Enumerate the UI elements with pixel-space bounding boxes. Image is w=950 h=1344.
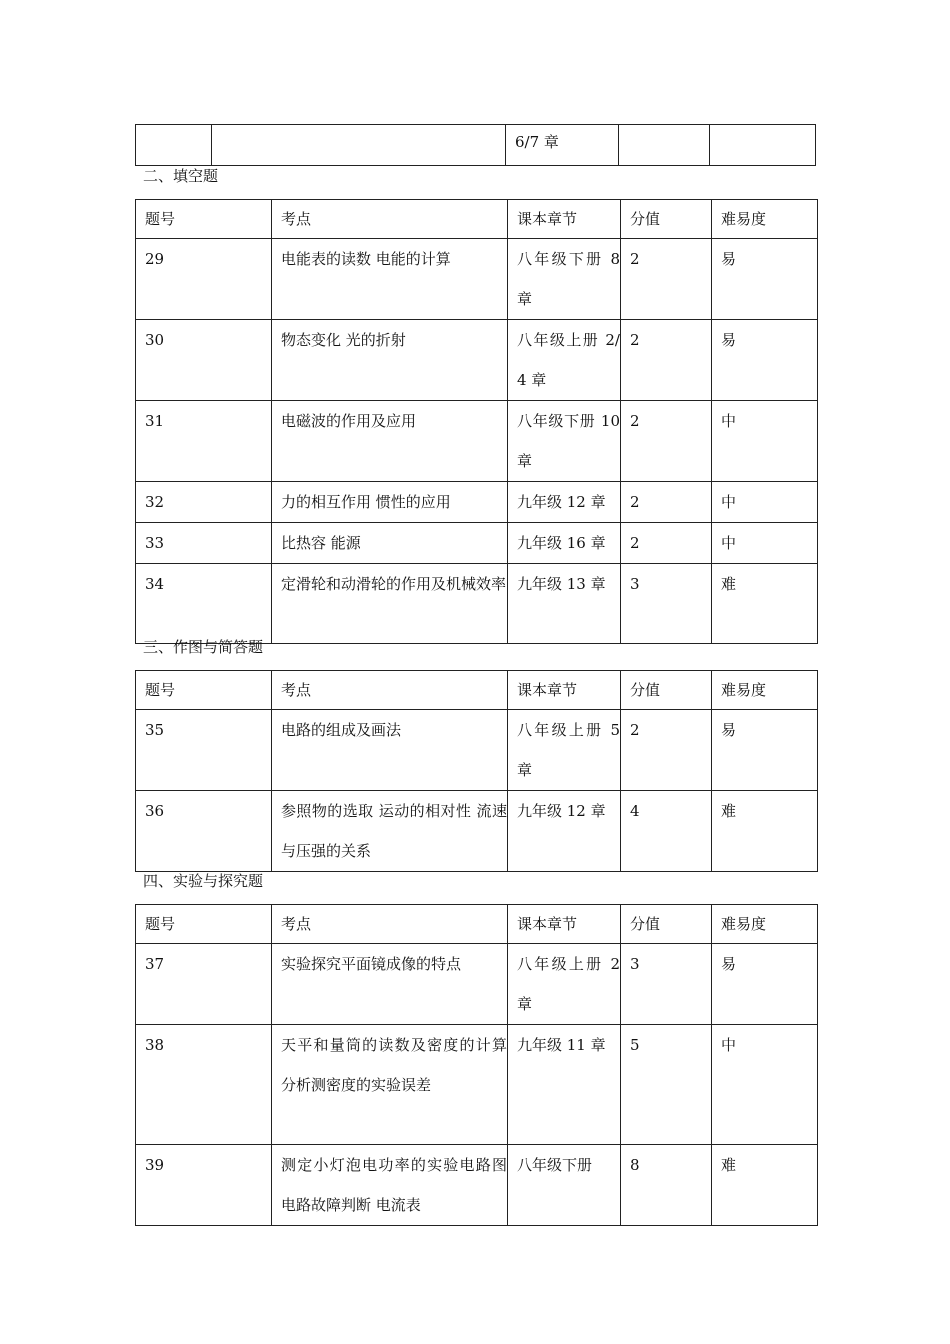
- header-difficulty: 难易度: [712, 905, 818, 944]
- cell-number: 39: [136, 1145, 272, 1226]
- header-chapter: 课本章节: [508, 905, 621, 944]
- cell-score: 3: [621, 564, 712, 644]
- cell-score: 2: [621, 710, 712, 791]
- cell-chapter: 八年级下册 8 章: [508, 239, 621, 320]
- cell-score: 2: [621, 401, 712, 482]
- header-number: 题号: [136, 200, 272, 239]
- cell-score: 3: [621, 944, 712, 1025]
- cell-chapter: 八年级下册 10 章: [508, 401, 621, 482]
- continued-table: [135, 124, 816, 166]
- cell-topic: 电能表的读数 电能的计算: [272, 239, 508, 320]
- cell-chapter: 6/7 章: [506, 125, 619, 166]
- cell-number: 35: [136, 710, 272, 791]
- header-number: 题号: [136, 905, 272, 944]
- cell-topic: 物态变化 光的折射: [272, 320, 508, 401]
- cell-empty: [136, 125, 212, 166]
- header-difficulty: 难易度: [712, 200, 818, 239]
- cell-empty: [212, 125, 506, 166]
- cell-chapter: 九年级 16 章: [508, 523, 621, 564]
- table-header-row: [136, 671, 818, 710]
- cell-topic: 实验探究平面镜成像的特点: [272, 944, 508, 1025]
- header-number: 题号: [136, 671, 272, 710]
- cell-difficulty: 易: [712, 239, 818, 320]
- cell-difficulty: 易: [712, 320, 818, 401]
- cell-topic: 定滑轮和动滑轮的作用及机械效率: [272, 564, 508, 644]
- cell-difficulty: 中: [712, 401, 818, 482]
- table-row: [136, 944, 818, 1025]
- cell-difficulty: 难: [712, 1145, 818, 1226]
- experiment-table: [135, 904, 818, 1226]
- cell-chapter: 九年级 12 章: [508, 791, 621, 872]
- cell-chapter: 九年级 12 章: [508, 482, 621, 523]
- cell-score: 2: [621, 482, 712, 523]
- cell-chapter: 八年级上册 2 章: [508, 944, 621, 1025]
- header-topic: 考点: [272, 200, 508, 239]
- cell-score: 2: [621, 523, 712, 564]
- cell-difficulty: 难: [712, 564, 818, 644]
- cell-number: 31: [136, 401, 272, 482]
- cell-chapter: 八年级上册 2/4 章: [508, 320, 621, 401]
- cell-empty: [710, 125, 816, 166]
- cell-number: 33: [136, 523, 272, 564]
- table-row: [136, 239, 818, 320]
- table-row: [136, 320, 818, 401]
- table-row: [136, 564, 818, 644]
- fill-blank-table: [135, 199, 818, 644]
- header-score: 分值: [621, 200, 712, 239]
- cell-topic: 参照物的选取 运动的相对性 流速与压强的关系: [272, 791, 508, 872]
- cell-difficulty: 易: [712, 710, 818, 791]
- cell-topic: 力的相互作用 惯性的应用: [272, 482, 508, 523]
- cell-chapter: 八年级上册 5 章: [508, 710, 621, 791]
- section-title-fill-blank: 二、填空题: [143, 167, 219, 185]
- cell-chapter: 九年级 13 章: [508, 564, 621, 644]
- cell-difficulty: 中: [712, 523, 818, 564]
- cell-number: 29: [136, 239, 272, 320]
- cell-number: 36: [136, 791, 272, 872]
- header-topic: 考点: [272, 671, 508, 710]
- table-header-row: [136, 905, 818, 944]
- table-row: [136, 482, 818, 523]
- table-row: [136, 710, 818, 791]
- cell-number: 30: [136, 320, 272, 401]
- header-score: 分值: [621, 905, 712, 944]
- cell-empty: [619, 125, 710, 166]
- cell-topic: 电磁波的作用及应用: [272, 401, 508, 482]
- cell-difficulty: 易: [712, 944, 818, 1025]
- header-score: 分值: [621, 671, 712, 710]
- cell-number: 37: [136, 944, 272, 1025]
- cell-topic: 测定小灯泡电功率的实验电路图 电路故障判断 电流表: [272, 1145, 508, 1226]
- table-row: [136, 791, 818, 872]
- table-row: [136, 401, 818, 482]
- header-chapter: 课本章节: [508, 200, 621, 239]
- cell-number: 34: [136, 564, 272, 644]
- cell-difficulty: 中: [712, 1025, 818, 1145]
- header-topic: 考点: [272, 905, 508, 944]
- cell-chapter: 九年级 11 章: [508, 1025, 621, 1145]
- cell-score: 2: [621, 320, 712, 401]
- table-row: [136, 523, 818, 564]
- section-title-drawing: 三、作图与简答题: [143, 638, 264, 656]
- cell-topic: 电路的组成及画法: [272, 710, 508, 791]
- cell-number: 38: [136, 1025, 272, 1145]
- cell-score: 4: [621, 791, 712, 872]
- cell-score: 5: [621, 1025, 712, 1145]
- cell-difficulty: 难: [712, 791, 818, 872]
- table-row: [136, 1145, 818, 1226]
- cell-difficulty: 中: [712, 482, 818, 523]
- cell-score: 8: [621, 1145, 712, 1226]
- cell-chapter: 八年级下册: [508, 1145, 621, 1226]
- cell-score: 2: [621, 239, 712, 320]
- header-difficulty: 难易度: [712, 671, 818, 710]
- drawing-table: [135, 670, 818, 872]
- table-row: [136, 125, 816, 166]
- table-header-row: [136, 200, 818, 239]
- section-title-experiment: 四、实验与探究题: [143, 872, 264, 890]
- cell-topic: 比热容 能源: [272, 523, 508, 564]
- cell-number: 32: [136, 482, 272, 523]
- header-chapter: 课本章节: [508, 671, 621, 710]
- cell-topic: 天平和量筒的读数及密度的计算 分析测密度的实验误差: [272, 1025, 508, 1145]
- table-row: [136, 1025, 818, 1145]
